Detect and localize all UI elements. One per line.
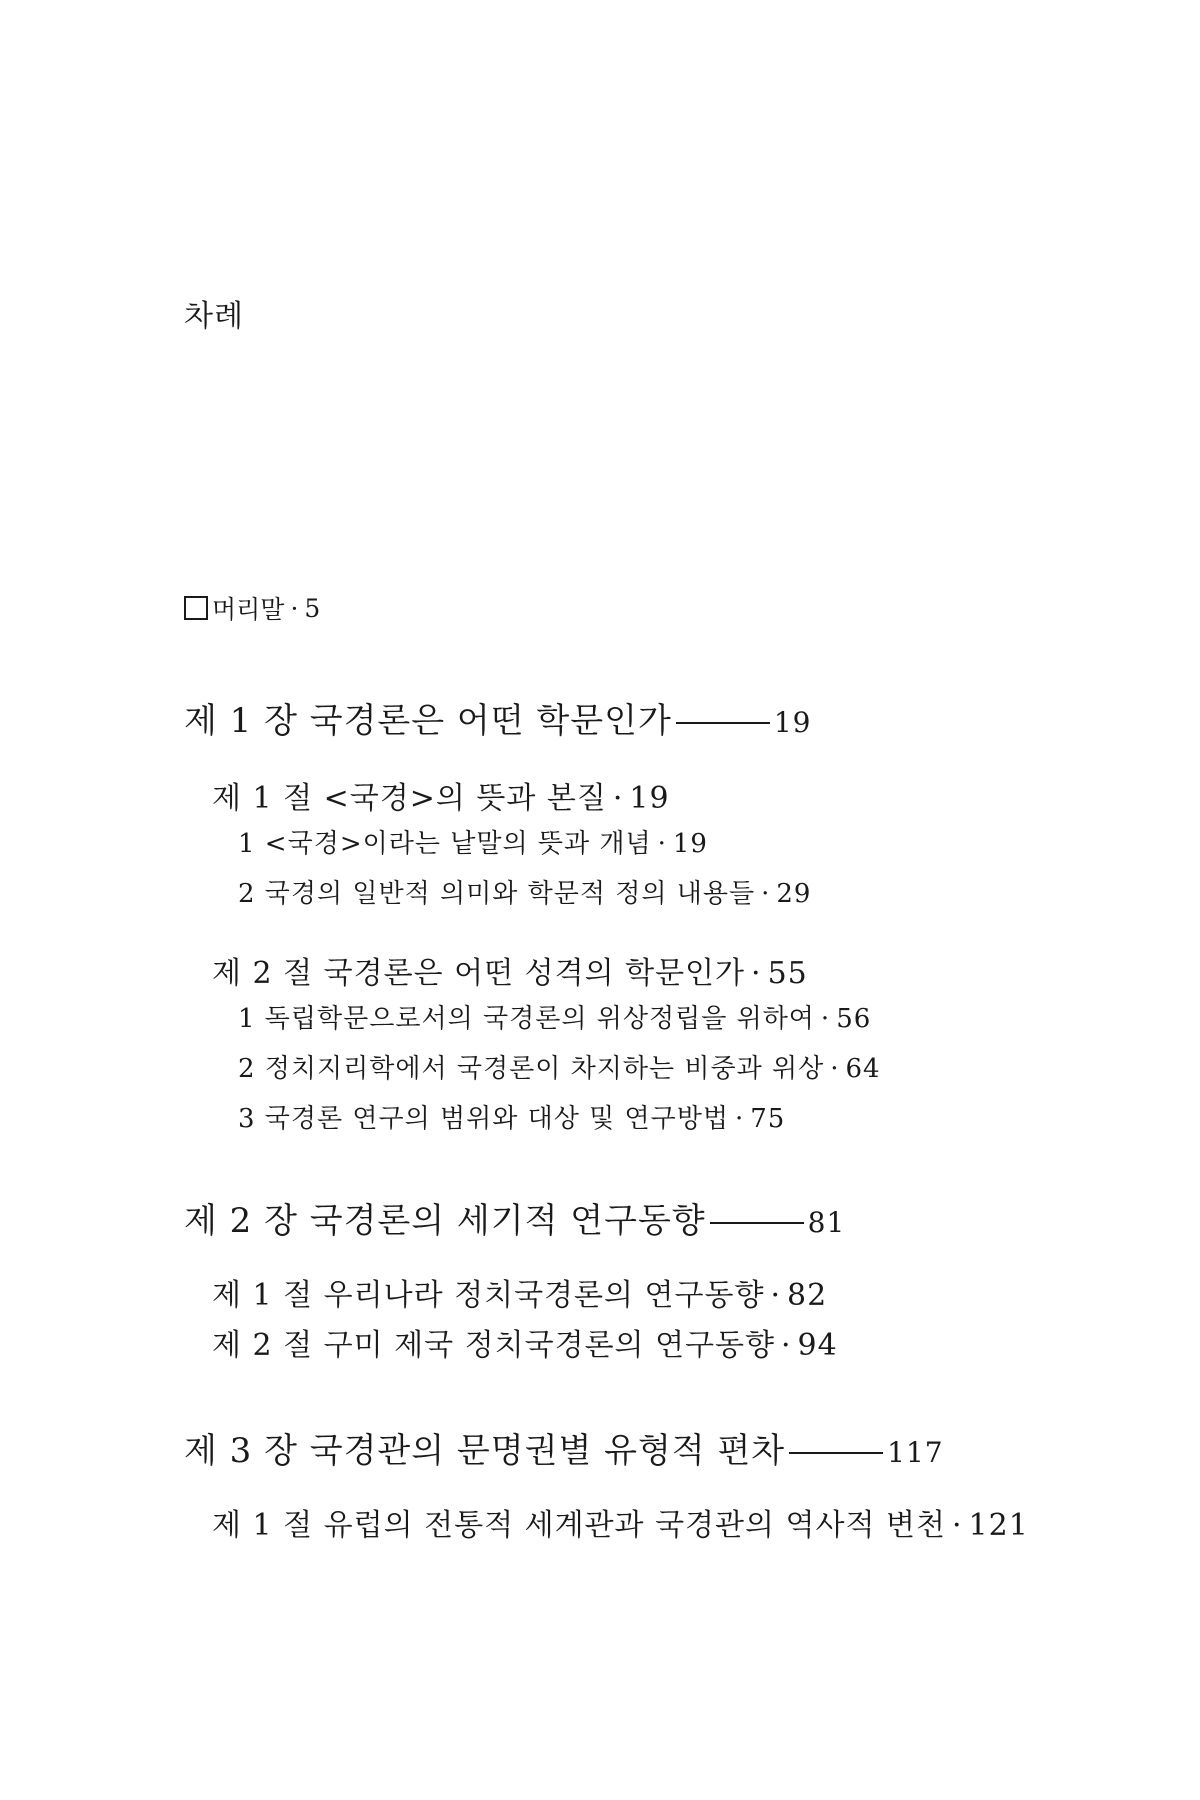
section-page: 19 xyxy=(629,781,670,816)
section-title: 제 2 절 구미 제국 정치국경론의 연구동향 xyxy=(212,1328,775,1363)
subsection-entry: 1 <국경>이라는 낱말의 뜻과 개념 · 19 xyxy=(238,829,708,859)
square-box-icon xyxy=(184,596,208,620)
subsection-page: 29 xyxy=(776,879,812,909)
section-page: 82 xyxy=(787,1278,828,1313)
section-entry: 제 2 절 구미 제국 정치국경론의 연구동향 · 94 xyxy=(212,1328,838,1363)
section-page: 55 xyxy=(767,956,808,991)
chapter-page: 117 xyxy=(887,1436,944,1469)
section-entry: 제 1 절 <국경>의 뜻과 본질 · 19 xyxy=(212,781,670,816)
chapter-entry-2 xyxy=(184,1193,845,1242)
section-title: 제 1 절 <국경>의 뜻과 본질 xyxy=(212,781,607,816)
separator-dot: · xyxy=(290,593,299,623)
leader-line xyxy=(710,1222,804,1224)
subsection-title: 1 독립학문으로서의 국경론의 위상정립을 위하여 xyxy=(238,1004,815,1034)
chapter-title: 제 3 장 국경관의 문명권별 유형적 편차 xyxy=(184,1431,786,1471)
chapter-entry-1 xyxy=(184,693,811,742)
subsection-entry: 2 정치지리학에서 국경론이 차지하는 비중과 위상 · 64 xyxy=(238,1054,881,1084)
chapter-page: 81 xyxy=(807,1206,846,1239)
section-entry: 제 1 절 우리나라 정치국경론의 연구동향 · 82 xyxy=(212,1278,828,1313)
section-entry: 제 2 절 국경론은 어떤 성격의 학문인가 · 55 xyxy=(212,956,808,991)
section-page: 121 xyxy=(968,1508,1029,1543)
preface-page: 5 xyxy=(304,593,321,623)
subsection-page: 56 xyxy=(836,1004,872,1034)
section-title: 제 1 절 유럽의 전통적 세계관과 국경관의 역사적 변천 xyxy=(212,1508,946,1543)
subsection-page: 75 xyxy=(750,1104,786,1134)
section-title: 제 1 절 우리나라 정치국경론의 연구동향 xyxy=(212,1278,765,1313)
subsection-page: 64 xyxy=(845,1054,881,1084)
leader-line xyxy=(789,1452,883,1454)
chapter-entry-3 xyxy=(184,1423,944,1472)
subsection-entry: 1 독립학문으로서의 국경론의 위상정립을 위하여 · 56 xyxy=(238,1004,872,1034)
chapter-page: 19 xyxy=(773,706,812,739)
subsection-title: 1 <국경>이라는 낱말의 뜻과 개념 xyxy=(238,829,652,859)
subsection-title: 2 국경의 일반적 의미와 학문적 정의 내용들 xyxy=(238,879,756,909)
subsection-entry: 2 국경의 일반적 의미와 학문적 정의 내용들 · 29 xyxy=(238,879,812,909)
section-entry: 제 1 절 유럽의 전통적 세계관과 국경관의 역사적 변천 · 121 xyxy=(212,1508,1029,1543)
leader-line xyxy=(676,722,770,724)
subsection-title: 2 정치지리학에서 국경론이 차지하는 비중과 위상 xyxy=(238,1054,825,1084)
subsection-page: 19 xyxy=(672,829,708,859)
subsection-title: 3 국경론 연구의 범위와 대상 및 연구방법 xyxy=(238,1104,729,1134)
chapter-title: 제 1 장 국경론은 어떤 학문인가 xyxy=(184,701,672,741)
subsection-entry: 3 국경론 연구의 범위와 대상 및 연구방법 · 75 xyxy=(238,1104,786,1134)
preface-label: 머리말 xyxy=(212,595,285,624)
section-title: 제 2 절 국경론은 어떤 성격의 학문인가 xyxy=(212,956,746,991)
section-page: 94 xyxy=(797,1328,838,1363)
chapter-title: 제 2 장 국경론의 세기적 연구동향 xyxy=(184,1201,706,1241)
preface-entry xyxy=(184,590,320,626)
page-title: 차례 xyxy=(184,299,244,334)
